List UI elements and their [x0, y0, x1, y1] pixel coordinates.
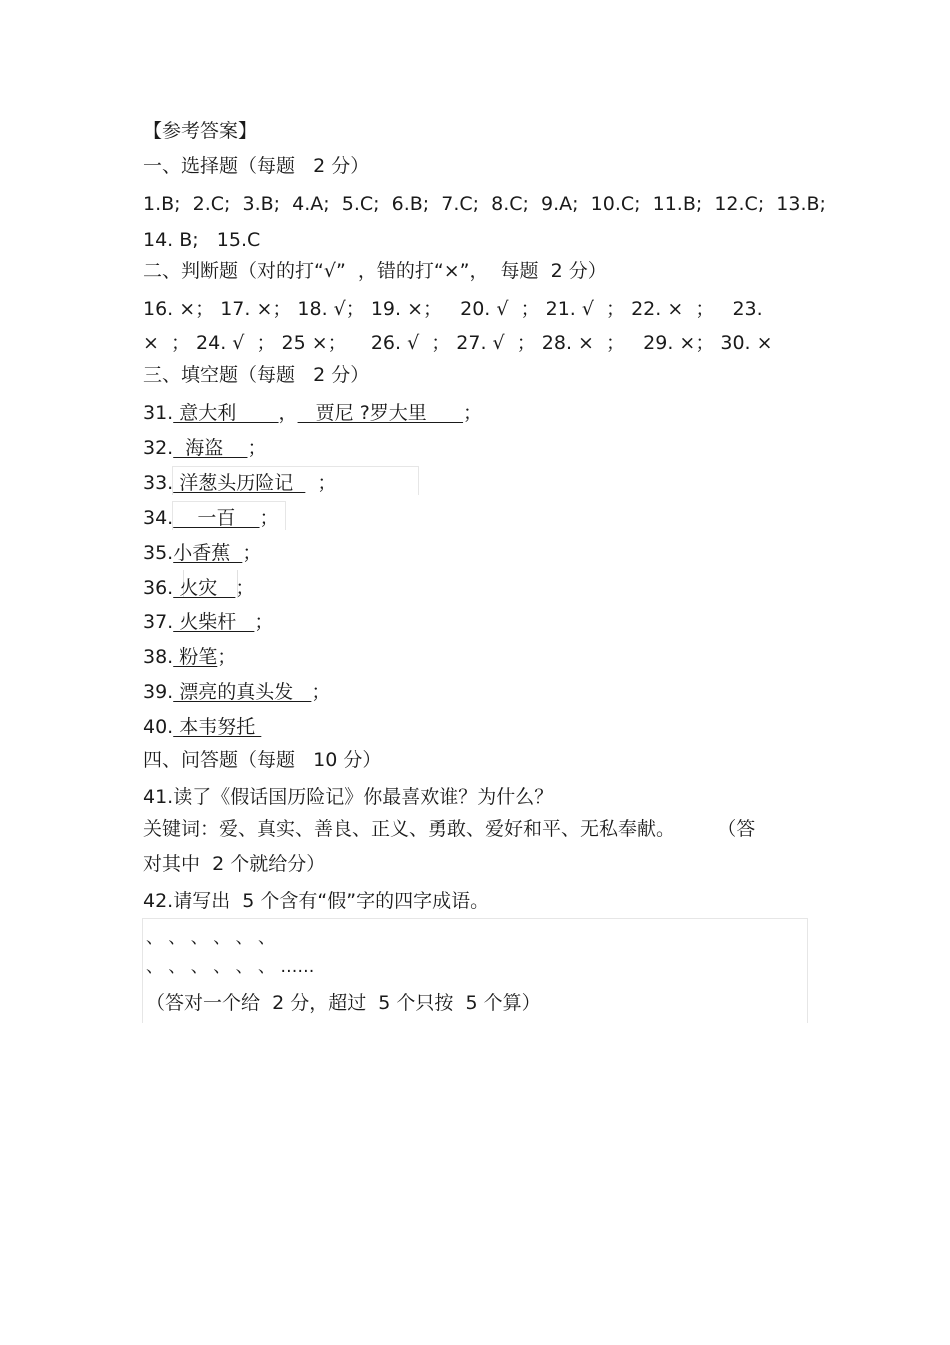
- section-title-judgement: 二、判断题（对的打“√” ，错的打“×”， 每题 2 分）: [143, 260, 607, 282]
- answer-41-line-1: 关键词：爱、真实、善良、正义、勇敢、爱好和平、无私奉献。 （答: [143, 818, 756, 840]
- question-41: 41.读了《假话国历险记》你最喜欢谁？为什么？: [143, 786, 554, 808]
- fill-answer-40: 40. 本韦努托: [143, 716, 262, 738]
- answer-42-line-2: 、 、 、 、 、 、 ……: [146, 957, 315, 977]
- judgement-answers-line-2: × ； 24. √ ； 25 ×； 26. √ ； 27. √ ； 28. × ； 29. ×； 30. ×: [143, 332, 773, 354]
- fill-answer-34: 34. 一百 ；: [143, 507, 279, 529]
- answer-42-note: （答对一个给 2 分，超过 5 个只按 5 个算）: [146, 992, 541, 1014]
- fill-answer-33: 33. 洋葱头历险记 ；: [143, 472, 337, 494]
- fill-answer-35: 35.小香蕉 ；: [143, 542, 262, 564]
- judgement-answers-line-1: 16. ×； 17. ×； 18. √； 19. ×； 20. √ ； 21. √ ； 22. × ； 23.: [143, 298, 763, 320]
- answer-key-heading: 【参考答案】: [143, 120, 258, 142]
- fill-answer-36: 36. 火灾 ；: [143, 577, 255, 599]
- fill-answer-38: 38. 粉笔；: [143, 646, 237, 668]
- fill-answer-31: 31. 意大利 ， 贾尼 ?罗大里 ；: [143, 402, 483, 424]
- choice-answers-line-2: 14. B; 15.C: [143, 229, 261, 251]
- section-title-fill-blank: 三、填空题（每题 2 分）: [143, 364, 370, 386]
- answer-41-line-2: 对其中 2 个就给分）: [143, 853, 326, 875]
- question-42: 42.请写出 5 个含有“假”字的四字成语。: [143, 890, 490, 912]
- answer-42-line-1: 、 、 、 、 、 、: [146, 928, 276, 948]
- fill-answer-37: 37. 火柴杆 ；: [143, 611, 274, 633]
- section-title-choice: 一、选择题（每题 2 分）: [143, 155, 370, 177]
- fill-answer-39: 39. 漂亮的真头发 ；: [143, 681, 331, 703]
- fill-answer-32: 32. 海盗 ；: [143, 437, 267, 459]
- choice-answers-line-1: 1.B; 2.C; 3.B; 4.A; 5.C; 6.B; 7.C; 8.C; 9.A; 10.C; 11.B; 12.C; 13.B;: [143, 193, 826, 215]
- section-title-qa: 四、问答题（每题 10 分）: [143, 749, 382, 771]
